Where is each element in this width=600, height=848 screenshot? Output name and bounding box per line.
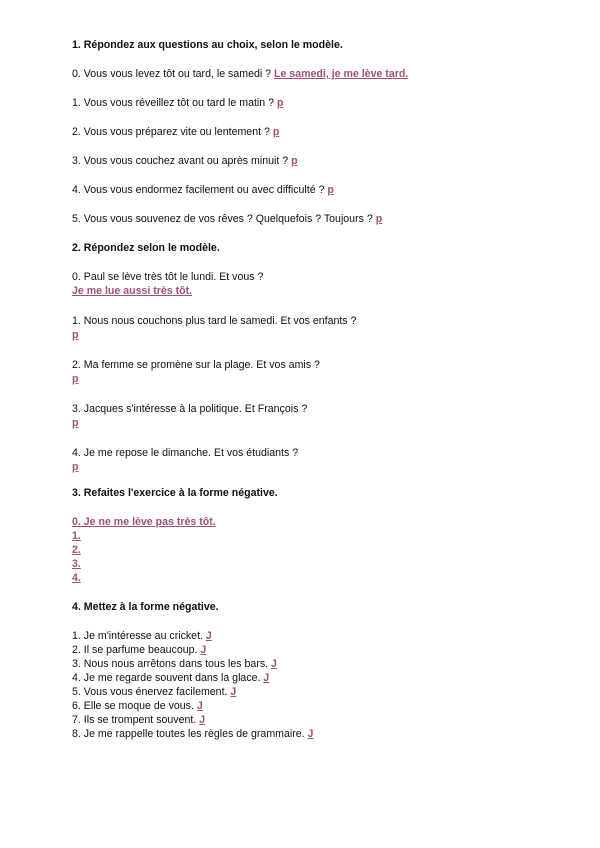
ex1-answer-5[interactable]: p (375, 213, 383, 225)
ex1-item-3 (72, 154, 552, 168)
ex4-answer-5[interactable]: J (230, 686, 237, 698)
ex2-title: 2. Répondez selon le modèle. (72, 242, 220, 254)
ex4-title: 4. Mettez à la forme négative. (72, 601, 219, 613)
ex4-question-5: 5. Vous vous énervez facilement. (72, 686, 228, 698)
ex2-answer-4[interactable]: p (72, 461, 79, 473)
ex1-answer-0[interactable]: Le samedi, je me lève tard. (274, 68, 409, 80)
ex1-title: 1. Répondez aux questions au choix, selon le modèle. (72, 39, 343, 51)
ex1-answer-3[interactable]: p (291, 155, 298, 167)
ex4-item-4 (72, 671, 552, 685)
ex1-question-2: 2. Vous vous préparez vite ou lentement ? (72, 126, 270, 138)
ex4-question-7: 7. Ils se trompent souvent. (72, 714, 197, 726)
ex3-item-2[interactable]: 2. (72, 544, 81, 556)
ex1-item-5 (72, 212, 552, 226)
ex4-answer-8[interactable]: J (307, 728, 314, 740)
ex1-answer-1[interactable]: p (276, 97, 284, 109)
ex2-answer-3[interactable]: p (72, 417, 79, 429)
ex4-item-2 (72, 643, 552, 657)
ex4-question-8: 8. Je me rappelle toutes les règles de grammaire. (72, 728, 305, 740)
ex2-question-4: 4. Je me repose le dimanche. Et vos étudiants ? (72, 447, 299, 459)
ex4-item-5 (72, 685, 552, 699)
ex1-question-3: 3. Vous vous couchez avant ou après minuit ? (72, 155, 289, 167)
ex1-item-0 (72, 67, 552, 81)
ex3-item-3[interactable]: 3. (72, 558, 81, 570)
ex4-question-4: 4. Je me regarde souvent dans la glace. (72, 672, 261, 684)
ex4-answer-2[interactable]: J (200, 644, 207, 656)
ex4-question-1: 1. Je m'intéresse au cricket. (72, 630, 203, 642)
ex4-question-2: 2. Il se parfume beaucoup. (72, 644, 198, 656)
ex2-answer-2[interactable]: p (72, 373, 79, 385)
ex3-title: 3. Refaites l'exercice à la forme négative. (72, 487, 278, 499)
ex3-item-1[interactable]: 1. (72, 530, 81, 542)
ex4-answer-7[interactable]: J (199, 714, 206, 726)
ex2-question-3: 3. Jacques s'intéresse à la politique. Et François ? (72, 403, 308, 415)
ex2-question-2: 2. Ma femme se promène sur la plage. Et vos amis ? (72, 359, 320, 371)
ex4-question-3: 3. Nous nous arrêtons dans tous les bars. (72, 658, 269, 670)
ex1-question-0: 0. Vous vous levez tôt ou tard, le samedi ? (72, 68, 272, 80)
ex4-question-6: 6. Elle se moque de vous. (72, 700, 194, 712)
ex4-answer-4[interactable]: J (263, 672, 270, 684)
ex1-answer-4[interactable]: p (327, 184, 334, 196)
ex4-answer-3[interactable]: J (271, 658, 277, 670)
ex3-item-0[interactable]: 0. Je ne me lève pas très tôt. (72, 516, 216, 528)
ex4-item-8 (72, 727, 552, 741)
ex1-question-5: 5. Vous vous souvenez de vos rêves ? Quelquefois ? Toujours ? (72, 213, 373, 225)
ex1-question-4: 4. Vous vous endormez facilement ou avec difficulté ? (72, 184, 325, 196)
ex2-answer-1[interactable]: p (72, 329, 79, 341)
ex4-answer-6[interactable]: J (196, 700, 203, 712)
ex3-item-4[interactable]: 4. (72, 572, 81, 584)
ex4-item-1 (72, 629, 552, 643)
ex1-question-1: 1. Vous vous réveillez tôt ou tard le matin ? (72, 97, 274, 109)
ex2-answer-0[interactable]: Je me lue aussi très tôt. (72, 285, 193, 297)
worksheet (72, 38, 552, 741)
ex4-item-3 (72, 657, 552, 671)
ex1-item-1 (72, 96, 552, 110)
ex1-item-4 (72, 183, 552, 197)
ex2-question-1: 1. Nous nous couchons plus tard le samedi. Et vos enfants ? (72, 315, 357, 327)
ex1-item-2 (72, 125, 552, 139)
ex1-answer-2[interactable]: p (272, 126, 280, 138)
ex4-item-7 (72, 713, 552, 727)
ex4-item-6 (72, 699, 552, 713)
ex2-question-0: 0. Paul se lève très tôt le lundi. Et vous ? (72, 271, 264, 283)
ex4-answer-1[interactable]: J (205, 630, 212, 642)
